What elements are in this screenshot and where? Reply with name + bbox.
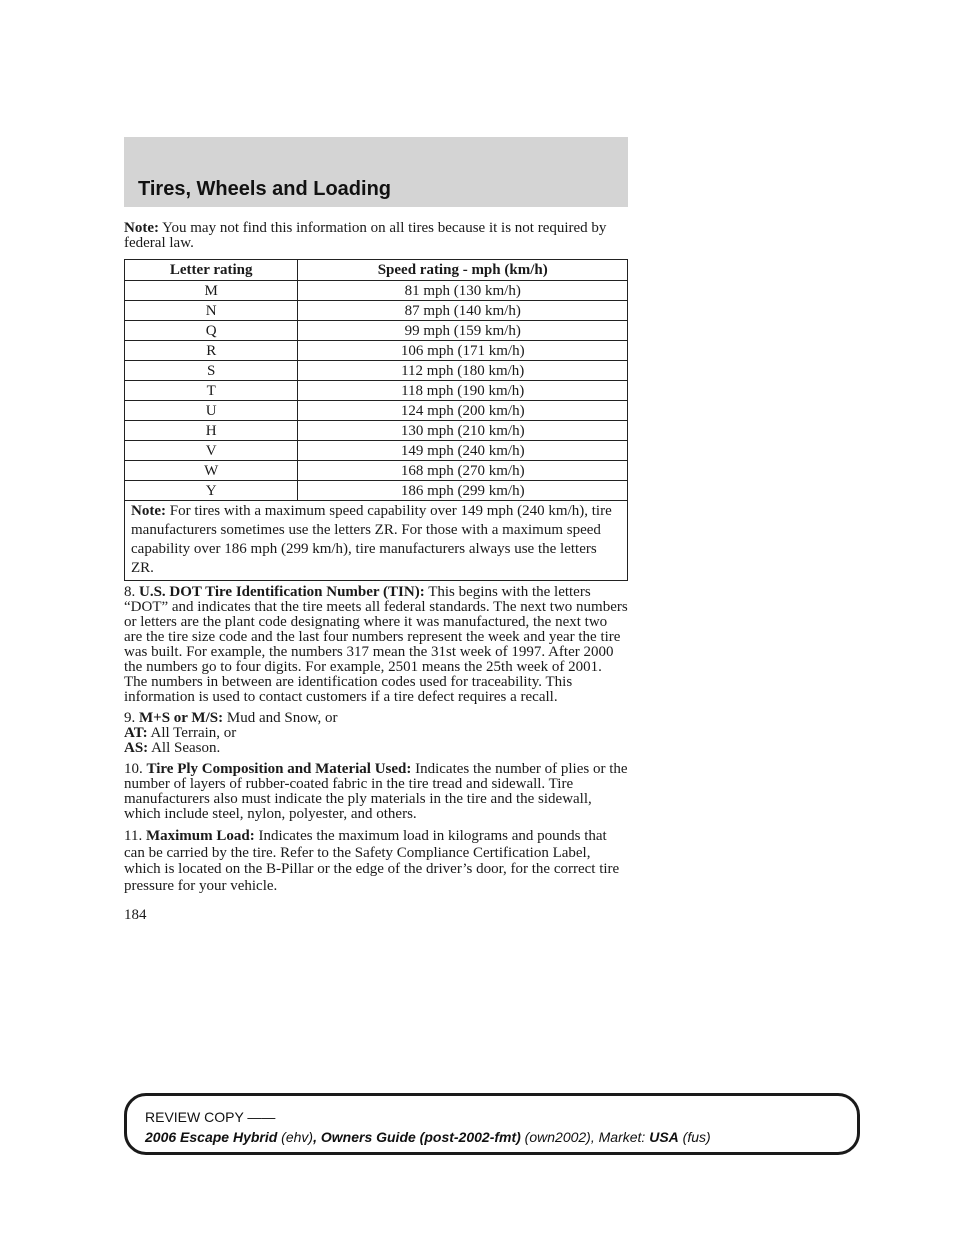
item-number: 9. (124, 710, 139, 726)
item-tin (124, 585, 628, 705)
speed-cell: 106 mph (171 km/h) (298, 341, 628, 361)
item-label: U.S. DOT Tire Identification Number (TIN): (139, 584, 425, 600)
page-number: 184 (124, 907, 147, 923)
table-note-label: Note: (131, 503, 166, 519)
item-text: Indicates the maximum load in kilograms and pounds that can be carried by the tire. Refer to the Safety Compliance Certification Label, which is located on the B-Pillar or the edge of the driver’s door, for the correct tire pressure for your vehicle. (124, 828, 620, 894)
section-header (124, 137, 628, 207)
table-row (125, 381, 628, 401)
document-info (145, 1129, 711, 1145)
table-row (125, 461, 628, 481)
guide-name: Owners Guide (post-2002-fmt) (320, 1129, 521, 1145)
review-copy-label: REVIEW COPY —— (145, 1109, 276, 1125)
table-note-text: For tires with a maximum speed capability over 149 mph (240 km/h), tire manufacturers sometimes use the letters ZR. For those with a maximum speed capability over 186 mph (299 km/h), tire manufacturers always use the letters ZR. (131, 503, 612, 576)
table-row (125, 361, 628, 381)
table-note-row (125, 501, 628, 581)
letter-cell: M (125, 281, 298, 301)
letter-cell: H (125, 421, 298, 441)
review-copy-footer (124, 1093, 860, 1155)
item-number: 10. (124, 761, 147, 777)
note-label: Note: (124, 220, 159, 236)
page-content (124, 221, 628, 923)
note-text: You may not find this information on all tires because it is not required by federal law. (124, 220, 607, 251)
speed-rating-table (124, 259, 628, 581)
as-text: All Season. (148, 740, 221, 756)
item-ply-composition (124, 762, 628, 822)
at-label: AT: (124, 725, 148, 741)
item-text: Indicates the number of plies or the number of layers of rubber-coated fabric in the tire tread and sidewall. Tire manufacturers also must indicate the ply materials in the tire and the sidewall, which include steel, nylon, polyester, and others. (124, 761, 628, 822)
letter-cell: W (125, 461, 298, 481)
column-header-letter: Letter rating (125, 260, 298, 281)
item-number: 11. (124, 828, 146, 844)
table-row (125, 421, 628, 441)
market-name: USA (649, 1129, 679, 1145)
item-text: This begins with the letters “DOT” and indicates that the tire meets all federal standards. The next two numbers or letters are the plant code designating where it was manufactured, the next two are the tire size code and the last four numbers represent the week and year the tire was built. For example, the numbers 317 mean the 31st week of 1997. After 2000 the numbers go to four digits. For example, 2501 means the 25th week of 2001. The numbers in between are identification codes used for traceability. This information is used to contact customers if a tire defect requires a recall. (124, 584, 628, 705)
letter-cell: S (125, 361, 298, 381)
market-label: , Market: (590, 1129, 650, 1145)
item-label: M+S or M/S: (139, 710, 224, 726)
model-name: 2006 Escape Hybrid (145, 1129, 278, 1145)
speed-cell: 87 mph (140 km/h) (298, 301, 628, 321)
table-note-cell (125, 501, 628, 581)
at-text: All Terrain, or (147, 725, 237, 741)
market-code: (fus) (678, 1129, 711, 1145)
item-label: Tire Ply Composition and Material Used: (146, 761, 412, 777)
table-row (125, 481, 628, 501)
guide-code: (own2002) (520, 1129, 591, 1145)
table-row (125, 301, 628, 321)
speed-cell: 168 mph (270 km/h) (298, 461, 628, 481)
table-row (125, 341, 628, 361)
letter-cell: Y (125, 481, 298, 501)
speed-cell: 124 mph (200 km/h) (298, 401, 628, 421)
note-paragraph (124, 221, 628, 251)
speed-cell: 149 mph (240 km/h) (298, 441, 628, 461)
speed-cell: 118 mph (190 km/h) (298, 381, 628, 401)
section-title: Tires, Wheels and Loading (138, 178, 392, 200)
item-number: 8. (124, 584, 139, 600)
speed-cell: 81 mph (130 km/h) (298, 281, 628, 301)
letter-cell: R (125, 341, 298, 361)
speed-cell: 99 mph (159 km/h) (298, 321, 628, 341)
letter-cell: U (125, 401, 298, 421)
table-row (125, 401, 628, 421)
as-label: AS: (124, 740, 149, 756)
item-mud-snow (124, 711, 628, 756)
item-text: Mud and Snow, or (223, 710, 338, 726)
speed-cell: 186 mph (299 km/h) (298, 481, 628, 501)
item-maximum-load (124, 828, 628, 894)
table-row (125, 281, 628, 301)
letter-cell: V (125, 441, 298, 461)
column-header-speed: Speed rating - mph (km/h) (298, 260, 628, 281)
table-row (125, 441, 628, 461)
separator: , (313, 1129, 321, 1145)
letter-cell: Q (125, 321, 298, 341)
item-label: Maximum Load: (145, 828, 255, 844)
model-code: (ehv) (277, 1129, 314, 1145)
letter-cell: T (125, 381, 298, 401)
speed-cell: 112 mph (180 km/h) (298, 361, 628, 381)
letter-cell: N (125, 301, 298, 321)
table-row (125, 321, 628, 341)
speed-cell: 130 mph (210 km/h) (298, 421, 628, 441)
table-header-row (125, 260, 628, 281)
